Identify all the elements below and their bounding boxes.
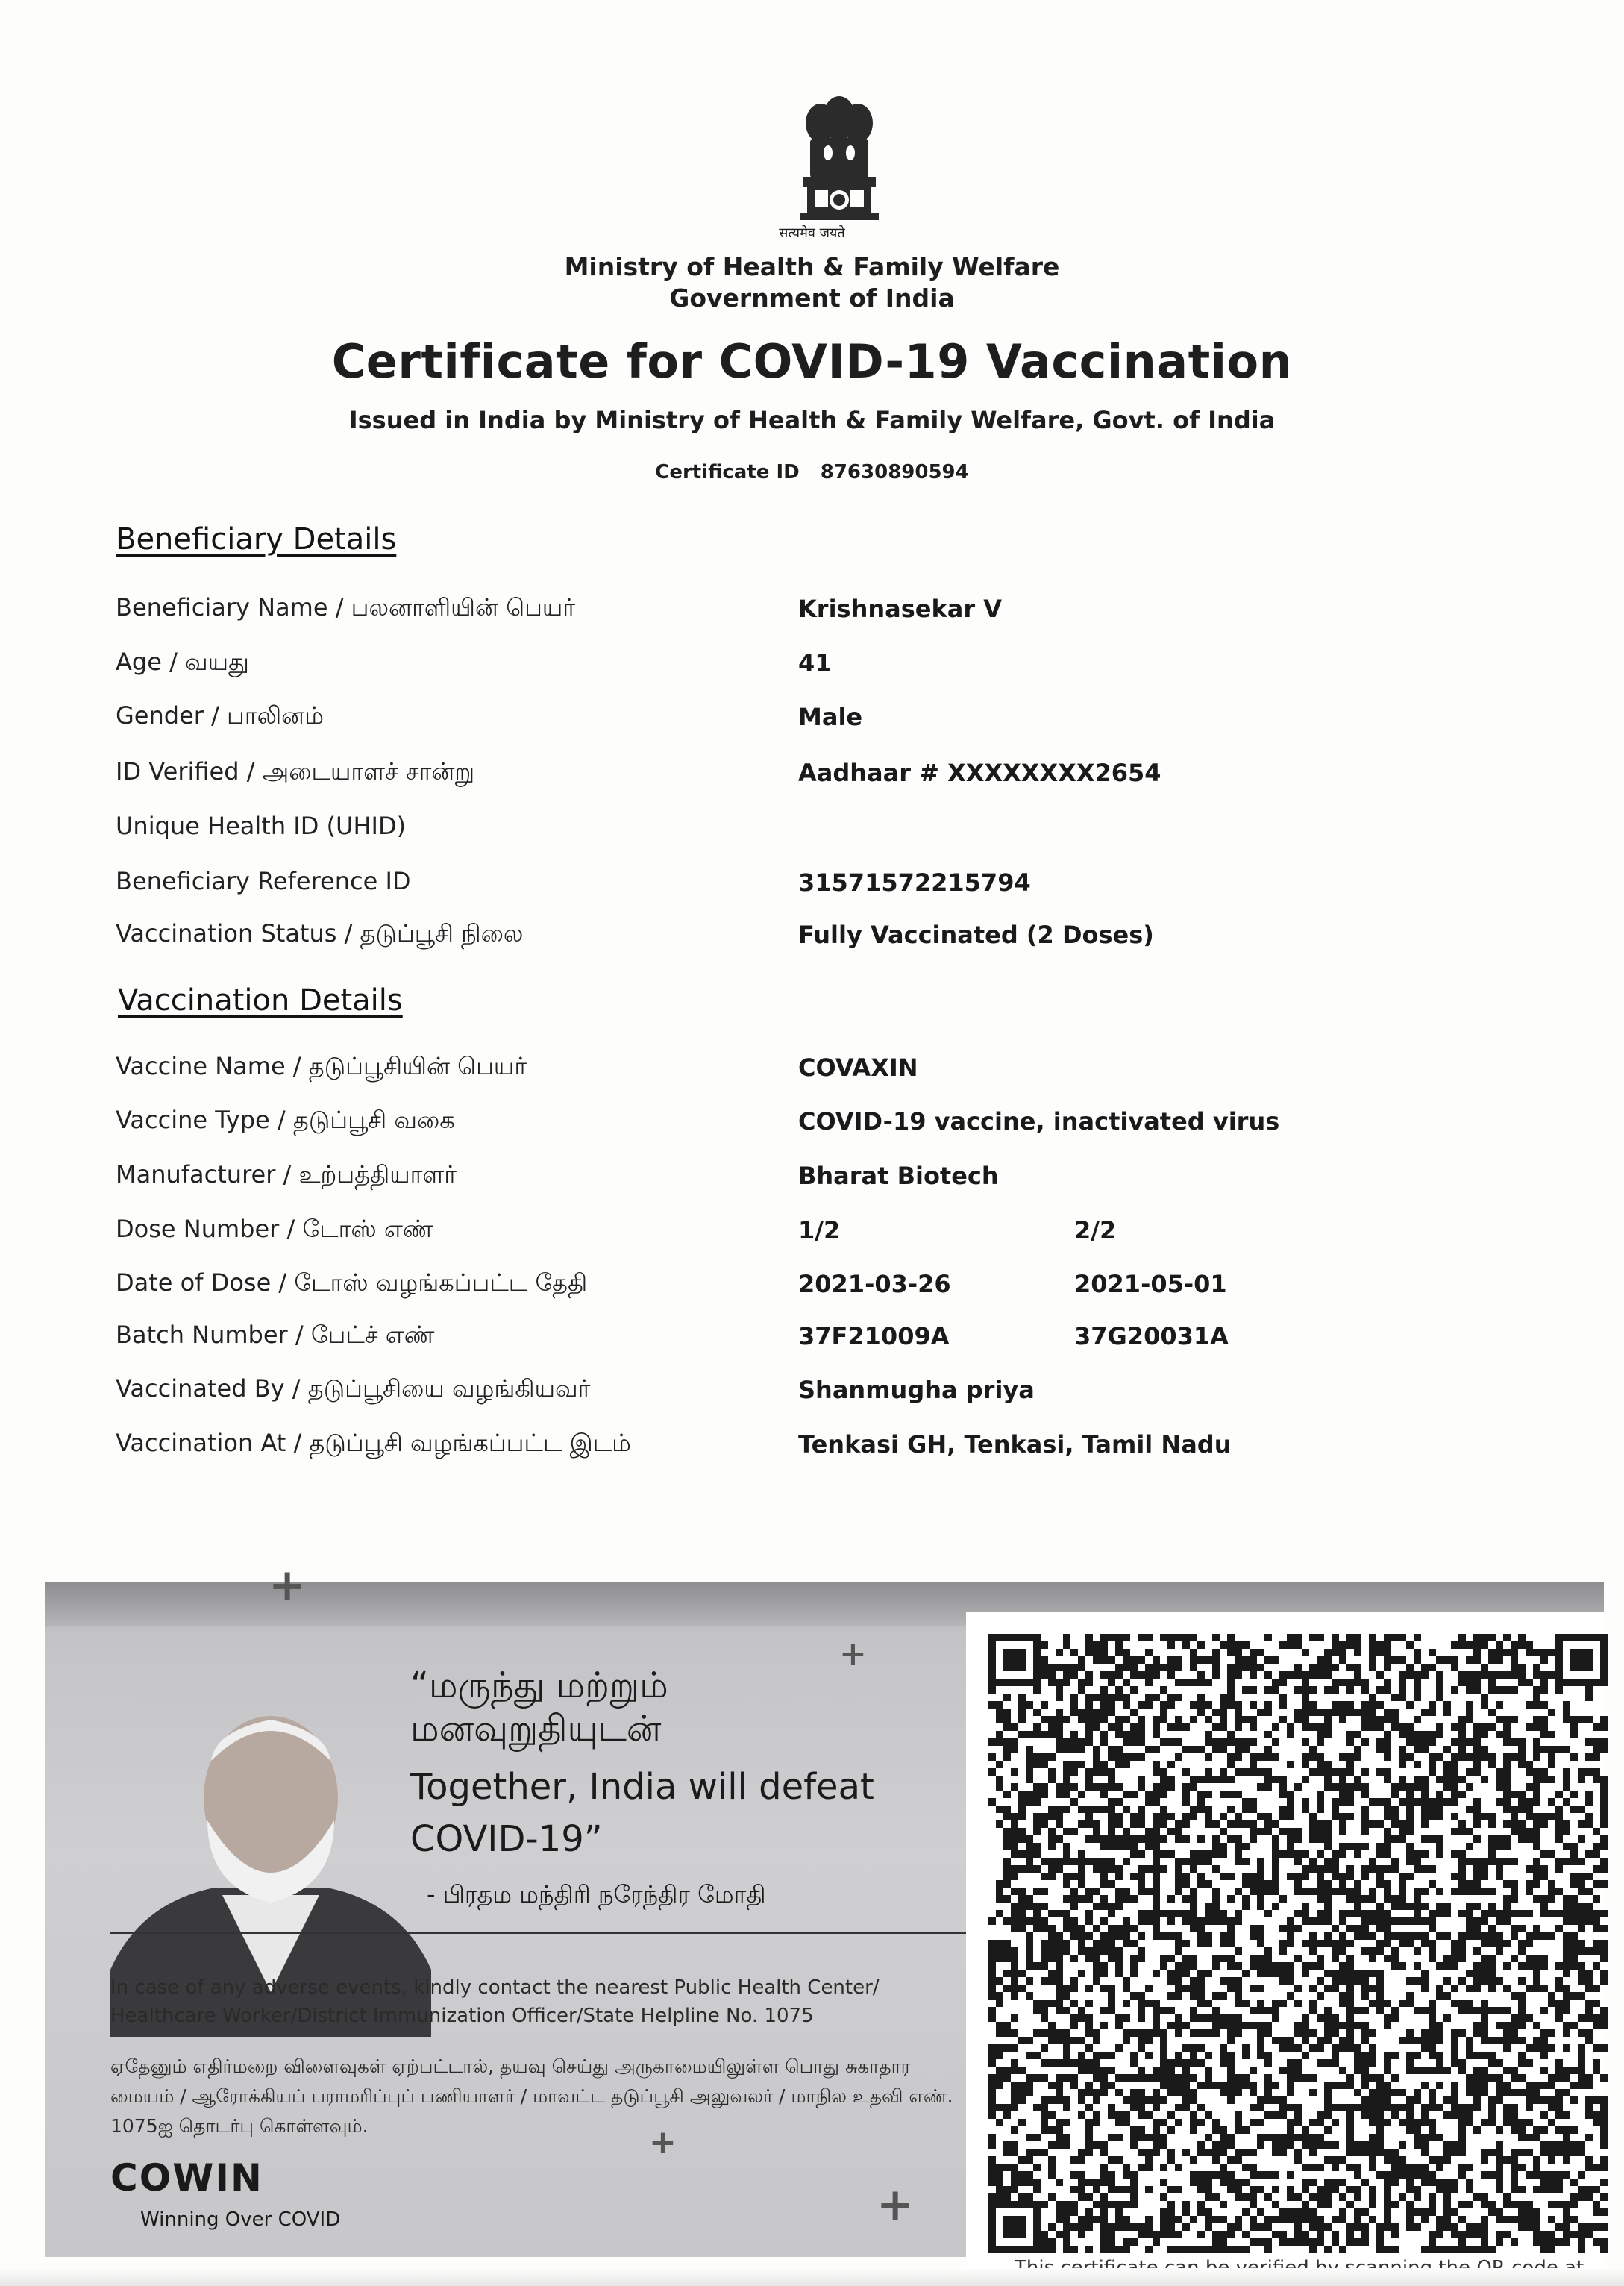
detail-label: Vaccination Status / தடுப்பூசி நிலை [116,919,524,948]
detail-value: COVID-19 vaccine, inactivated virus [798,1107,1280,1136]
detail-value: 41 [798,649,832,677]
qr-code-panel [966,1612,1604,2268]
detail-value: Bharat Biotech [798,1162,999,1190]
certificate-title: Certificate for COVID-19 Vaccination [331,334,1293,389]
quote-attribution: - பிரதம மந்திரி நரேந்திர மோதி [427,1880,766,1908]
detail-value: Fully Vaccinated (2 Doses) [798,921,1154,949]
qr-modules [988,1634,1608,2253]
detail-row [116,1374,1533,1412]
detail-label: Age / வயது [116,648,249,676]
detail-row [116,1106,1533,1143]
emblem-motto: सत्यमेव जयते [779,225,845,241]
detail-label: Beneficiary Name / பலனாளியின் பெயர் [116,593,576,621]
detail-row [116,1429,1533,1466]
detail-row [116,812,1533,849]
qr-code[interactable] [988,1634,1608,2268]
dose-2-value: 2021-05-01 [1074,1270,1227,1298]
quote-tamil-line2: மனவுறுதியுடன் [410,1708,662,1750]
detail-row [116,919,1533,956]
detail-row [116,1215,1533,1252]
certificate-id-line [0,461,1624,483]
beneficiary-section-title: Beneficiary Details [116,522,397,557]
detail-value: COVAXIN [798,1053,918,1082]
detail-label: ID Verified / அடையாளச் சான்று [116,757,475,786]
detail-label: Vaccination At / தடுப்பூசி வழங்கப்பட்ட இடம் [116,1429,631,1457]
detail-label: Vaccinated By / தடுப்பூசியை வழங்கியவர் [116,1374,591,1403]
detail-row [116,1052,1533,1089]
detail-value: 31571572215794 [798,868,1031,897]
adverse-events-notice-english: In case of any adverse events, kindly contact the nearest Public Health Center/ Healthcare Worker/District Immunization Officer/State Helpline No. 1075 [110,1976,880,2027]
detail-label: Beneficiary Reference ID [116,867,411,895]
dose-2-value: 2/2 [1074,1216,1117,1244]
detail-row [116,1321,1533,1358]
cowin-banner [45,1559,1604,2257]
registration-mark-icon: + [839,1635,867,1673]
detail-row [116,701,1533,739]
detail-label: Gender / பாலினம் [116,701,324,730]
dose-1-value: 37F21009A [798,1322,950,1350]
quote-tamil [410,1664,668,1750]
detail-label: Date of Dose / டோஸ் வழங்கப்பட்ட தேதி [116,1268,588,1297]
vaccination-section-title: Vaccination Details [118,983,403,1018]
detail-row [116,648,1533,685]
registration-mark-icon: + [649,2123,677,2161]
detail-row [116,593,1533,630]
detail-value: Krishnasekar V [798,595,1003,623]
detail-label: Batch Number / பேட்ச் எண் [116,1321,435,1349]
issued-by-line: Issued in India by Ministry of Health & Family Welfare, Govt. of India [348,406,1276,434]
quote-tamil-line1: “மருந்து மற்றும் [410,1665,668,1706]
detail-row [116,1268,1533,1306]
government-name: Government of India [669,284,955,313]
detail-row [116,1160,1533,1197]
detail-value: Male [798,703,863,731]
ministry-name: Ministry of Health & Family Welfare [564,252,1060,281]
detail-row [116,757,1533,795]
banner-divider [110,1932,976,1934]
detail-value: Tenkasi GH, Tenkasi, Tamil Nadu [798,1430,1232,1459]
detail-value: Aadhaar # XXXXXXXX2654 [798,759,1161,787]
scan-edge [0,2268,1624,2286]
adverse-events-notice-tamil: ஏதேனும் எதிர்மறை விளைவுகள் ஏற்பட்டால், தயவு செய்து அருகாமையிலுள்ள பொது சுகாதார மையம் / ஆரோக்கியப் பராமரிப்புப் பணியாளர் / மாவட்ட தடுப்பூசி அலுவலர் / மாநில உதவி எண். 1075ஐ தொடர்பு கொள்ளவும். [110,2055,953,2137]
detail-label: Dose Number / டோஸ் எண் [116,1215,433,1243]
detail-value: Shanmugha priya [798,1376,1035,1404]
cowin-logo: COWIN [110,2156,263,2199]
detail-label: Vaccine Name / தடுப்பூசியின் பெயர் [116,1052,527,1080]
registration-mark-icon: + [877,2179,915,2231]
certificate-id-value: 87630890594 [820,461,969,483]
dose-1-value: 1/2 [798,1216,841,1244]
dose-1-value: 2021-03-26 [798,1270,951,1298]
detail-label: Manufacturer / உற்பத்தியாளர் [116,1160,457,1189]
dose-2-value: 37G20031A [1074,1322,1229,1350]
detail-label: Unique Health ID (UHID) [116,812,407,840]
certificate-id-label: Certificate ID [655,461,800,483]
quote-english: Together, India will defeat COVID-19” [410,1766,874,1860]
detail-row [116,867,1533,904]
cowin-tagline: Winning Over COVID [140,2208,341,2231]
registration-mark-icon: + [269,1559,307,1612]
detail-label: Vaccine Type / தடுப்பூசி வகை [116,1106,455,1134]
